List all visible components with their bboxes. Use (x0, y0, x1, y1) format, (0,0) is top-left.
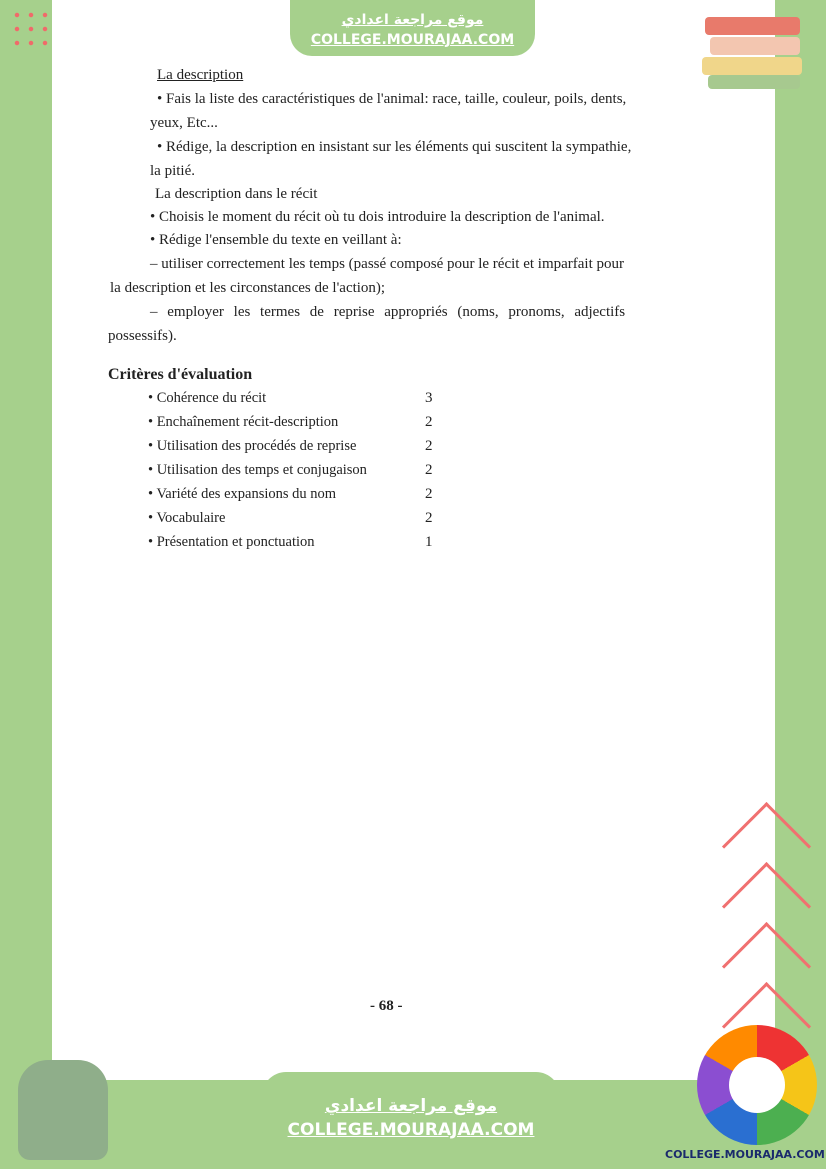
text-line: yeux, Etc... (150, 115, 218, 131)
criterion-label: • Présentation et ponctuation (148, 534, 315, 550)
criterion-points: 3 (425, 390, 433, 406)
criterion-label: • Variété des expansions du nom (148, 486, 337, 502)
criterion-points: 1 (425, 534, 433, 550)
logo-label[interactable]: COLLEGE.MOURAJAA.COM (665, 1148, 825, 1161)
text-line: • Rédige, la description en insistant sur les éléments qui suscitent la sympathie, (157, 139, 632, 155)
text-line: – employer les termes de reprise appropriés (noms, pronoms, adjectifs (150, 304, 626, 320)
criterion-label: • Enchaînement récit-description (148, 414, 339, 430)
footer-banner[interactable] (262, 1072, 560, 1152)
text-line: • Rédige l'ensemble du texte en veillant à: (150, 232, 402, 248)
text-line: – utiliser correctement les temps (passé composé pour le récit et imparfait pour (150, 256, 625, 272)
backpack-icon (18, 1060, 108, 1160)
footer-arabic: موقع مراجعة اعدادي (324, 1096, 498, 1116)
criterion-label: • Utilisation des procédés de reprise (148, 438, 357, 454)
text-line: la pitié. (150, 163, 195, 179)
criterion-label: • Vocabulaire (148, 510, 226, 526)
text-line: possessifs). (108, 328, 177, 344)
books-icon (700, 15, 810, 90)
header-arabic: موقع مراجعة اعدادي (341, 12, 484, 28)
criterion-label: • Cohérence du récit (148, 390, 267, 406)
header-banner[interactable] (290, 0, 535, 56)
criterion-label: • Utilisation des temps et conjugaison (148, 462, 367, 478)
text-line: La description dans le récit (155, 186, 318, 202)
text-line: • Choisis le moment du récit où tu dois introduire la description de l'animal. (150, 209, 605, 225)
criterion-points: 2 (425, 510, 433, 526)
header-site-link[interactable]: COLLEGE.MOURAJAA.COM (310, 32, 515, 48)
footer-site-link[interactable]: COLLEGE.MOURAJAA.COM (287, 1120, 535, 1140)
section-title: La description (157, 67, 244, 83)
page-number: - 68 - (370, 998, 403, 1014)
criterion-points: 2 (425, 414, 433, 430)
criterion-points: 2 (425, 462, 433, 478)
site-logo-icon (697, 1025, 817, 1145)
criteria-title: Critères d'évaluation (108, 366, 253, 383)
criterion-points: 2 (425, 486, 433, 502)
text-line: • Fais la liste des caractéristiques de l'animal: race, taille, couleur, poils, dents, (157, 91, 627, 107)
text-line: la description et les circonstances de l'action); (110, 280, 386, 296)
criterion-points: 2 (425, 438, 433, 454)
